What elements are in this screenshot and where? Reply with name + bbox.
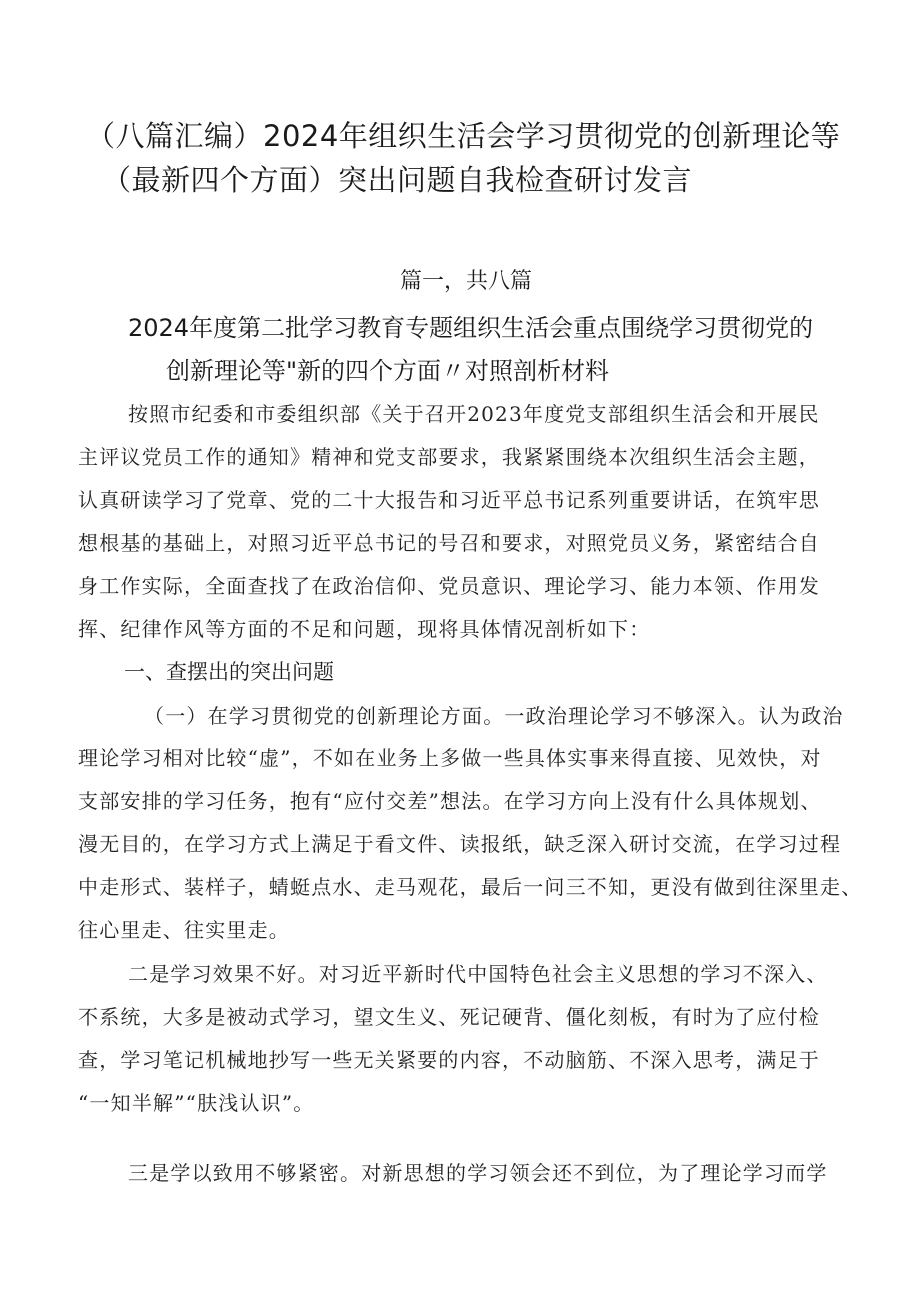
para1-line-4: 漫无目的，在学习方式上满足于看文件、读报纸，缺乏深入研讨交流，在学习过程	[78, 832, 842, 856]
intro-line-1: 按照市纪委和市委组织部《关于召开2023年度党支部组织生活会和开展民	[128, 402, 820, 426]
document-title-line-2: （最新四个方面）突出问题自我检查研讨发言	[102, 163, 693, 197]
para1-line-1: （一）在学习贯彻党的创新理论方面。一政治理论学习不够深入。认为政治	[144, 704, 844, 728]
intro-line-3: 认真研读学习了党章、党的二十大报告和习近平总书记系列重要讲话，在筑牢思	[78, 488, 820, 512]
intro-line-5: 身工作实际，全面查找了在政治信仰、党员意识、理论学习、能力本领、作用发	[78, 574, 820, 598]
subtitle-line-1: 2024年度第二批学习教育专题组织生活会重点围绕学习贯彻党的	[128, 314, 814, 342]
para3-line-1: 三是学以致用不够紧密。对新思想的学习领会还不到位，为了理论学习而学	[128, 1161, 828, 1185]
para2-line-4: “一知半解”“肤浅认识”。	[78, 1091, 315, 1115]
part-label: 篇一，共八篇	[400, 269, 533, 294]
intro-line-2: 主评议党员工作的通知》精神和党支部要求，我紧紧围绕本次组织生活会主题，	[78, 445, 820, 469]
para2-line-3: 查，学习笔记机械地抄写一些无关紧要的内容，不动脑筋、不深入思考，满足于	[78, 1048, 820, 1072]
section-heading: 一、查摆出的突出问题	[124, 660, 334, 684]
intro-line-6: 挥、纪律作风等方面的不足和问题，现将具体情况剖析如下：	[78, 617, 651, 641]
document-title-line-1: （八篇汇编）2024年组织生活会学习贯彻党的创新理论等	[86, 119, 841, 153]
para1-line-5: 中走形式、装样子，蜻蜓点水、走马观花，最后一问三不知，更没有做到往深里走、	[78, 875, 863, 899]
para1-line-3: 支部安排的学习任务，抱有“应付交差”想法。在学习方向上没有什么具体规划、	[78, 789, 822, 813]
subtitle-line-2: 创新理论等"新的四个方面〃对照剖析材料	[166, 357, 610, 385]
para1-line-6: 往心里走、往实里走。	[78, 918, 290, 942]
para1-line-2: 理论学习相对比较“虚”，不如在业务上多做一些具体实事来得直接、见效快，对	[78, 746, 822, 770]
para2-line-1: 二是学习效果不好。对习近平新时代中国特色社会主义思想的学习不深入、	[128, 962, 828, 986]
para2-line-2: 不系统，大多是被动式学习，望文生义、死记硬背、僵化刻板，有时为了应付检	[78, 1005, 820, 1029]
intro-line-4: 想根基的基础上，对照习近平总书记的号召和要求，对照党员义务，紧密结合自	[78, 531, 820, 555]
